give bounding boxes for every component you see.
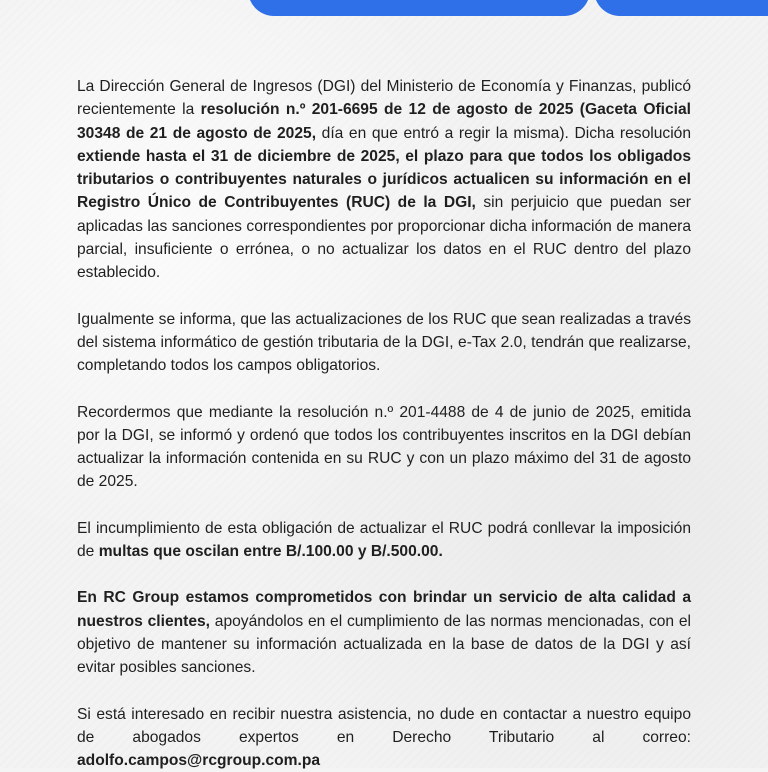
resolution-reference: resolución n.º 201-6695 de 12 de agosto de 2025 (Gaceta Oficial 30348 de 21 de agosto de 2025, xyxy=(77,101,691,142)
fines-amount: multas que oscilan entre B/.100.00 y B/.500.00. xyxy=(98,543,443,561)
paragraph-previous-resolution: Recordermos que mediante la resolución n.º 201-4488 de 4 de junio de 2025, emitida por la DGI, se informó y ordenó que todos los contribuyentes inscritos en la DGI debían actualizar la información contenida en su RUC y con un plazo máximo del 31 de agosto de 2025. xyxy=(77,403,691,491)
deadline-extension: extiende hasta el 31 de diciembre de 2025, el plazo para que todos los obligados tributarios o contribuyentes naturales o jurídicos actualicen su información en el Registro Único de Contribuyentes (RUC) de la DGI, xyxy=(77,147,691,212)
contact-email: adolfo.campos@rcgroup.com.pa xyxy=(77,752,321,770)
paragraph-fines xyxy=(77,517,691,564)
paragraph-fines-text: El incumplimiento de esta obligación de actualizar el RUC podrá conllevar la imposición de xyxy=(77,519,691,561)
paragraph-contact-text: Si está interesado en recibir nuestra asistencia, no dude en contactar a nuestro equipo de abogados expertos en Derecho Tributario al correo: xyxy=(77,705,691,746)
paragraph-contact xyxy=(77,703,691,772)
paragraph-resolution-text-3: sin perjuicio que puedan ser aplicadas las sanciones correspondientes por proporcionar dicha información de manera parcial, insuficiente o errónea, o no actualizar los datos en el RUC dentro del plazo establecido. xyxy=(77,194,691,282)
top-accent-tab-right xyxy=(594,0,768,16)
paragraph-resolution xyxy=(77,75,691,285)
paragraph-rc-group-text: apoyándolos en el cumplimiento de las normas mencionadas, con el objetivo de mantener su información actualizada en la base de datos de la DGI y así evitar posibles sanciones. xyxy=(77,612,691,677)
paragraph-etax: Igualmente se informa, que las actualizaciones de los RUC que sean realizadas a través del sistema informático de gestión tributaria de la DGI, e-Tax 2.0, tendrán que realizarse, completando todos los campos obligatorios. xyxy=(77,310,691,375)
paragraph-resolution-text-1: La Dirección General de Ingresos (DGI) del Ministerio de Economía y Finanzas, publicó recientemente la xyxy=(77,78,691,119)
top-accent-tab-left xyxy=(248,0,590,16)
rc-group-commitment: En RC Group estamos comprometidos con brindar un servicio de alta calidad a nuestros clientes, xyxy=(77,589,691,630)
article-body xyxy=(77,75,691,772)
paragraph-rc-group xyxy=(77,586,691,679)
paragraph-resolution-text-2: día en que entró a regir la misma). Dicha resolución xyxy=(316,124,692,142)
